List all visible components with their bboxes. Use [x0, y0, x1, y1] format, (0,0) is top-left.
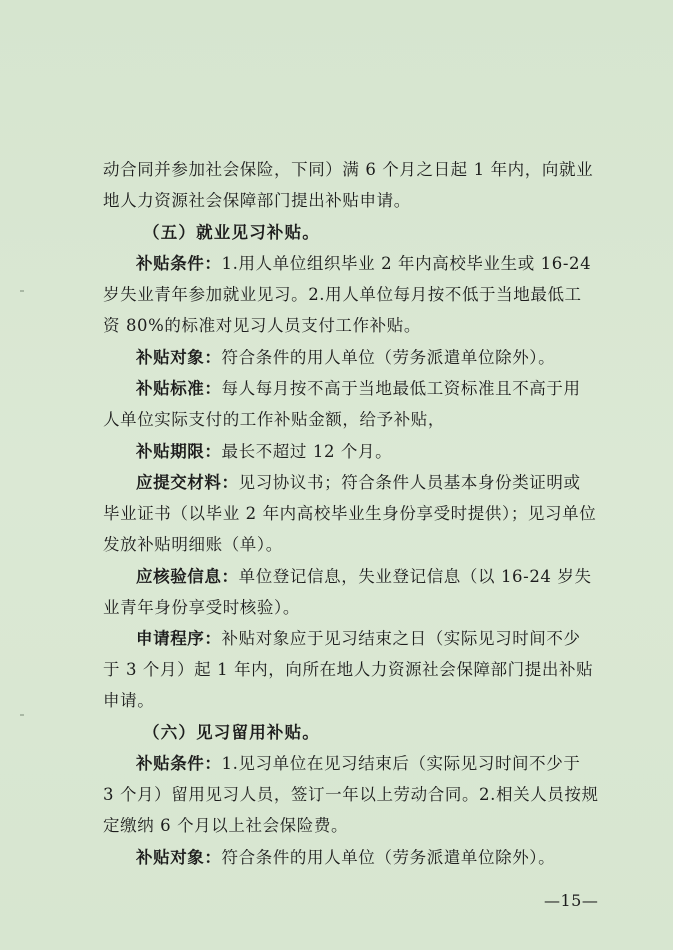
paragraph-line: 3 个月）留用见习人员，签订一年以上劳动合同。2.相关人员按规	[103, 785, 599, 804]
paragraph-line: 定缴纳 6 个月以上社会保险费。	[103, 816, 349, 835]
paragraph-line	[136, 440, 603, 464]
field-text: 补贴对象应于见习结束之日（实际见习时间不少	[221, 629, 581, 648]
field-label: 补贴期限：	[136, 442, 222, 461]
field-text: 最长不超过 12 个月。	[221, 442, 393, 461]
paragraph-line	[136, 252, 603, 276]
field-text: 符合条件的用人单位（劳务派遣单位除外）。	[221, 348, 556, 367]
paragraph-line	[136, 377, 603, 401]
paragraph-line: 人单位实际支付的工作补贴金额，给予补贴，	[103, 410, 445, 429]
field-text: 1.用人单位组织毕业 2 年内高校毕业生或 16-24	[221, 254, 592, 273]
paragraph-line: 岁失业青年参加就业见习。2.用人单位每月按不低于当地最低工	[103, 285, 582, 304]
paragraph-line: 于 3 个月）起 1 年内，向所在地人力资源社会保障部门提出补贴	[103, 660, 594, 679]
field-text: 见习协议书；符合条件人员基本身份类证明或	[238, 473, 581, 492]
scan-artifact	[20, 714, 24, 716]
section-heading: （六）见习留用补贴。	[143, 723, 320, 742]
field-label: 补贴条件：	[136, 754, 222, 773]
field-text: 单位登记信息，失业登记信息（以 16-24 岁失	[238, 567, 592, 586]
field-text: 符合条件的用人单位（劳务派遣单位除外）。	[221, 848, 556, 867]
section-heading: （五）就业见习补贴。	[143, 223, 320, 242]
paragraph-line: 资 80%的标准对见习人员支付工作补贴。	[103, 316, 421, 335]
paragraph-line	[136, 752, 603, 776]
field-label: 应提交材料：	[136, 473, 239, 492]
field-label: 申请程序：	[136, 629, 222, 648]
paragraph-line	[136, 346, 603, 370]
paragraph-line: 业青年身份享受时核验）。	[103, 598, 300, 617]
page-number: —15—	[544, 891, 599, 910]
paragraph-line	[136, 627, 603, 651]
field-label: 补贴条件：	[136, 254, 222, 273]
paragraph-line: 地人力资源社会保障部门提出补贴申请。	[103, 191, 411, 210]
scan-artifact	[20, 290, 24, 292]
field-text: 每人每月按不高于当地最低工资标准且不高于用	[221, 379, 581, 398]
field-label: 补贴对象：	[136, 348, 222, 367]
field-label: 应核验信息：	[136, 567, 239, 586]
paragraph-line: 发放补贴明细账（单）。	[103, 535, 283, 554]
field-label: 补贴标准：	[136, 379, 222, 398]
paragraph-line: 动合同并参加社会保险，下同）满 6 个月之日起 1 年内，向就业	[103, 160, 594, 179]
field-label: 补贴对象：	[136, 848, 222, 867]
paragraph-line	[136, 846, 603, 870]
paragraph-line: 毕业证书（以毕业 2 年内高校毕业生身份享受时提供）；见习单位	[103, 504, 597, 523]
paragraph-line	[136, 565, 603, 589]
field-text: 1.见习单位在见习结束后（实际见习时间不少于	[221, 754, 581, 773]
paragraph-line: 申请。	[103, 691, 155, 710]
paragraph-line	[136, 471, 603, 495]
